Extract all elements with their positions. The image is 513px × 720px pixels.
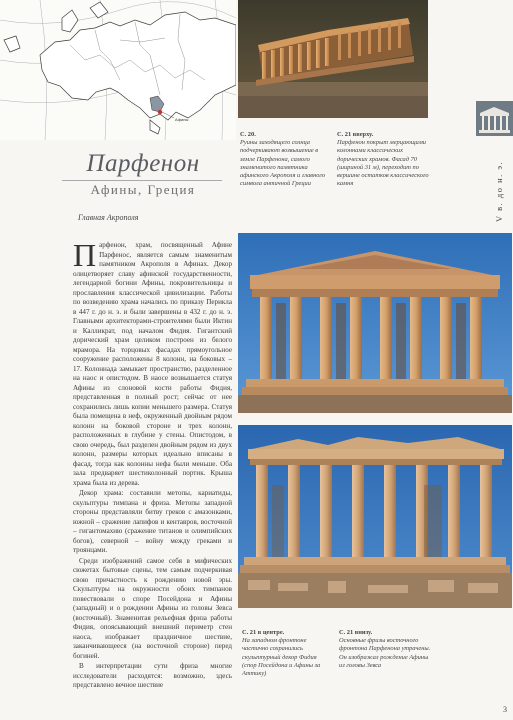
caption-text: Основные фризы восточного фронтона Парфенона утрачены. Он изображал рождение Афины из головы Зевса [339, 637, 431, 669]
caption-label: С. 20. [240, 131, 256, 138]
caption-text: Руины заходящего солнца подчеркивают возвышение в земле Парфенона, самого знаменитого памятника афинского Акрополя и главного символа античной Греции [240, 139, 326, 188]
caption-top-right [337, 131, 429, 188]
article-body [73, 241, 232, 711]
paragraph: Декор храма: составили метопы, кариатиды, скульптуры тимпана и фриза. Метопы западной стороны представляли битву греков с амазонками, южной – сражение лапифов и кентавров, восточной – гигантомахию (сражение титанов и олимпийских богов), северной – войну между греками и троянцами. [73, 489, 232, 554]
section-heading: Главная Акрополя [78, 213, 139, 222]
caption-bottom-right [339, 629, 431, 670]
paragraph: Среди изображений самое себя в мифических сюжетах бытовые сцены, тем самым подчеркивая свою причастность к рождению новой эры. Скульптуры на окружности обоих тимпанов повествовали о споре Посейдона и Афины (западный) и о рождении Афины из головы Зевса (восточный). Знаменитая рельефная фриза работы Фидия, опоясывающий внешний периметр стен наоса, изображает праздничное шествие, заканчивающееся (на восточной стороне) перед богиней. [73, 556, 232, 660]
page-title: Парфенон [86, 150, 200, 177]
chapter-side-tab [490, 140, 513, 230]
map-illustration [0, 0, 236, 140]
parthenon-east-facade-photo [238, 425, 512, 608]
paragraph [73, 241, 232, 488]
caption-label: С. 21 в центре. [242, 629, 285, 636]
paragraph: В интерпретации сути фриза многие исследователи расходятся: возможно, здесь представлено вечное шествие [73, 662, 232, 689]
caption-text: Парфенон покрыт мерцающими колоннами классических дорических храмов. Фасад 70 (шириной 31 м), переходит по вершине остатков классического камня [337, 139, 429, 188]
page-number: 3 [503, 705, 507, 714]
caption-top-left [240, 131, 328, 188]
chapter-side-tab-label: V в. до н. э. [494, 160, 504, 222]
caption-text: На западном фронтоне частично сохранились скульптурный декор Фидия (спор Посейдона и Афины за Аттику) [242, 637, 321, 678]
drop-cap: П [73, 241, 97, 273]
title-divider [62, 180, 222, 181]
caption-label: С. 21 вверху. [337, 131, 374, 138]
side-tab-thumbnail [476, 101, 513, 136]
paragraph-text: арфенон, храм, посвященный Афине Парфенос, является самым знаменитым памятником Акрополя в Афинах. Декор олицетворяет славу афинской государственности, легендарной богини Афины, покровительницы и прославления классической цивилизации. Работы по возведению храма начались по приказу Перикла в 447 г. до н. э. и были завершены в 432 г. до н. э. Главными архитекторами-строителями были Иктин и Калликрат, под началом Фидия. Гигантский дорический храм целиком построен из белого мрамора. На торцовых фасадах прямоугольное сооружение расположены 8 колонн, на боковых – 17. Колоннада замыкает пространство, разделенное на наос и опистодом. В наосе возвышается статуя Афины из слоновой кости работы Фидия, представленная в полный рост; сейчас от нее сохранились лишь копии меньшего размера. Статуя была помещена в неф, окруженный двойным рядом колонн на боковой стороне и трех колонн, расположенных в глубине у стены. Опистодом, в свою очередь, был разделен двойным рядом из двух колонн, размеры которых идеально вписаны в фасад, тогда как колонны нефа были меньше. Оба зала предваряет шестиколонный портик. Крыша храма была из дерева. [73, 241, 232, 487]
page-subtitle: Афины, Греция [90, 182, 196, 197]
parthenon-aerial-photo [238, 0, 428, 118]
parthenon-west-facade-photo [238, 233, 512, 413]
caption-label: С. 21 внизу. [339, 629, 373, 636]
map-marker-label: Афины [175, 117, 189, 122]
caption-bottom-left [242, 629, 332, 678]
